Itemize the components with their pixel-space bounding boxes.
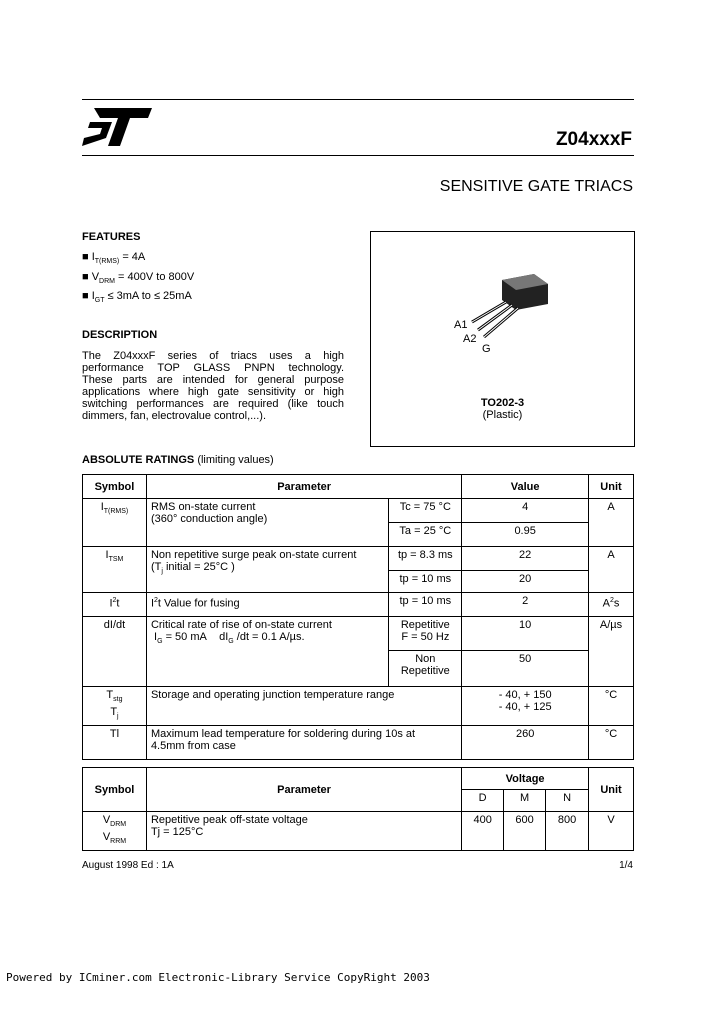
package-box — [370, 231, 635, 447]
feature-item: ■ $I_{GT} \le 3mA$ to ≤ 25mA — [82, 290, 192, 305]
table-row: tp = 10 ms 20 — [83, 571, 634, 593]
ratings-table — [82, 474, 634, 760]
header-symbol: Symbol — [83, 475, 147, 499]
feature-item: ■ $V_{DRM} = 400V$ to 800V — [82, 270, 195, 285]
ratings-heading: ABSOLUTE RATINGS (limiting values) — [82, 454, 274, 466]
page-number: 1/4 — [619, 860, 633, 871]
pin-label-a2: A2 — [463, 333, 477, 345]
description-text: The Z04xxxF series of triacs uses a high performance TOP GLASS PNPN technology. These parts are intended for general purpose applications where high gate sensitivity or high switching performances are required (like touch dimmers, fan, electrovalue control,...). — [82, 350, 344, 422]
top-rule — [82, 99, 634, 100]
header-value: Value — [462, 475, 589, 499]
part-number: Z04xxxF — [555, 129, 632, 150]
header-voltage: Voltage — [462, 768, 589, 790]
header-rule — [82, 155, 634, 156]
grade-m: M — [504, 790, 546, 812]
features-list — [82, 250, 194, 309]
table-row: $I^2t$ $I^2t$ Value for fusing tp = 10 ms 2 $A^2s$ — [83, 593, 634, 617]
table-row: Ta = 25 °C 0.95 — [83, 523, 634, 547]
features-heading: FEATURES — [82, 231, 141, 243]
grade-d: D — [462, 790, 504, 812]
header-symbol: Symbol — [83, 768, 147, 812]
table-row: dI/dt Critical rate of rise of on-state current $I_G = 50$ mA $dI_G$ /dt = 0.1 A/µs. Repetitive F = 50 Hz 10 A/µs — [83, 617, 634, 651]
table-row: Tl Maximum lead temperature for soldering during 10s at 4.5mm from case 260 °C — [83, 726, 634, 760]
credit-line: Powered by ICminer.com Electronic-Library Service CopyRight 2003 — [6, 971, 430, 984]
header-unit: Unit — [589, 475, 634, 499]
feature-item: ■ $I_{T(RMS)} = 4A$ — [82, 251, 146, 266]
table-row: $V_{DRM}$ $V_{RRM}$ Repetitive peak off-state voltage Tj = 125°C 400 600 800 V — [83, 812, 634, 851]
footer-date: August 1998 Ed : 1A — [82, 860, 174, 871]
package-name: TO202-3 — [480, 397, 525, 409]
description-heading: DESCRIPTION — [82, 329, 158, 341]
header-parameter: Parameter — [146, 768, 461, 812]
header-unit: Unit — [589, 768, 634, 812]
table-row: Non Repetitive 50 — [83, 651, 634, 687]
pin-label-g: G — [482, 343, 491, 355]
pin-label-a1: A1 — [454, 319, 468, 331]
voltage-table — [82, 767, 634, 851]
table-row: $T_{stg}$ $T_j$ Storage and operating junction temperature range - 40, + 150 - 40, + 125 °C — [83, 687, 634, 726]
table-row: $I_{TSM}$ Non repetitive surge peak on-state current ($T_j$ initial = 25°C ) tp = 8.3 ms 22 A — [83, 547, 634, 571]
grade-n: N — [546, 790, 589, 812]
header-parameter: Parameter — [146, 475, 461, 499]
package-material: (Plastic) — [482, 409, 523, 421]
page-subtitle: SENSITIVE GATE TRIACS — [439, 178, 633, 195]
table-row: $I_{T(RMS)}$ RMS on-state current (360° conduction angle) Tc = 75 °C 4 A — [83, 499, 634, 523]
st-logo — [82, 104, 154, 148]
